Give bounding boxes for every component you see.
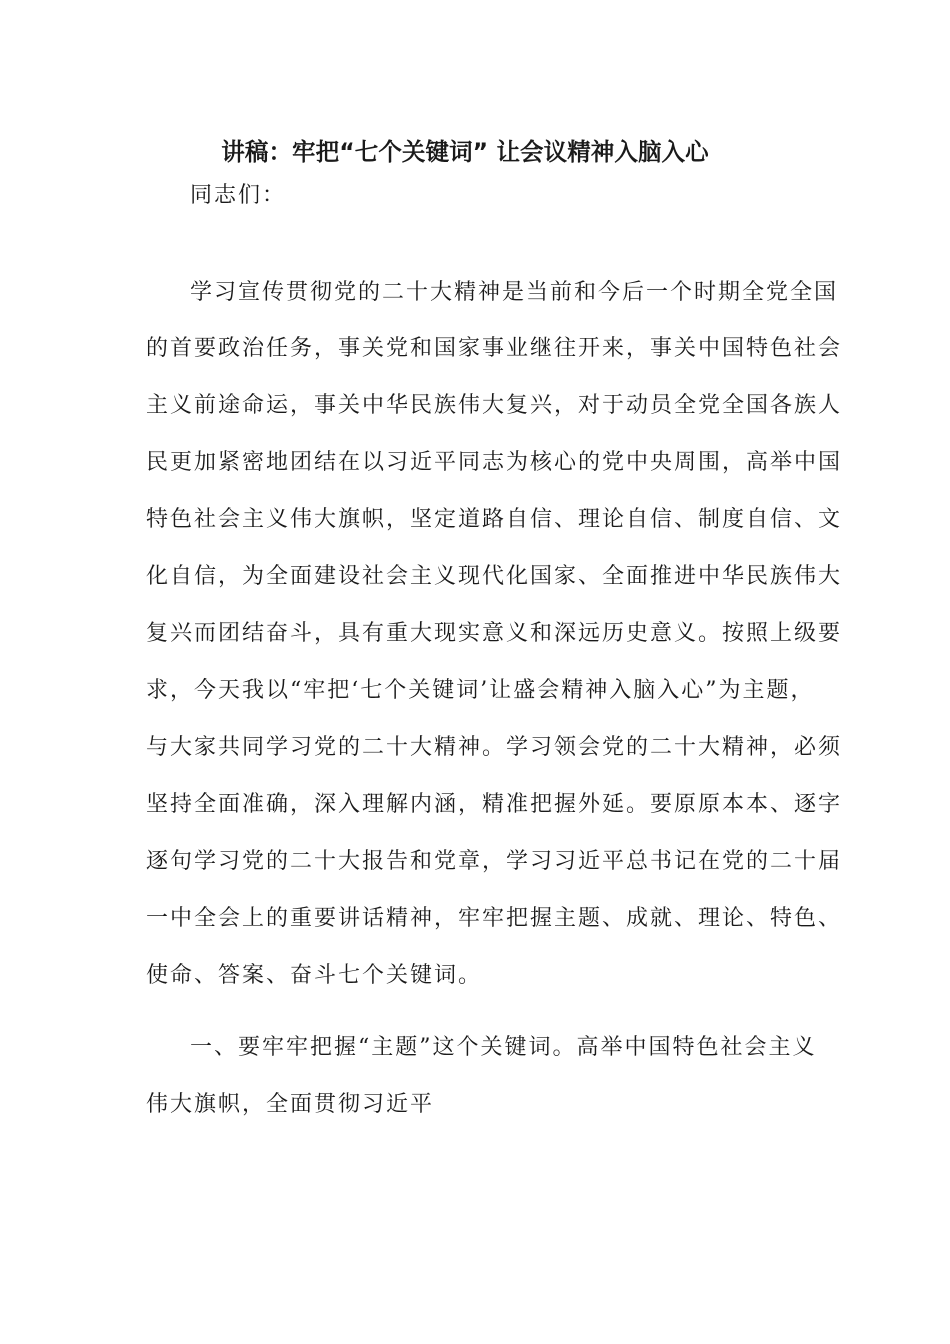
paragraph-1-line-9: 与大家共同学习党的二十大精神。学习领会党的二十大精神，必须 xyxy=(146,735,843,760)
paragraph-1-line-6: 化自信，为全面建设社会主义现代化国家、全面推进中华民族伟大 xyxy=(146,564,843,589)
paragraph-2-line-2: 伟大旗帜，全面贯彻习近平 xyxy=(146,1092,435,1117)
paragraph-1-line-12: 一中全会上的重要讲话精神，牢牢把握主题、成就、理论、特色、 xyxy=(146,906,843,931)
paragraph-1-line-11: 逐句学习党的二十大报告和党章，学习习近平总书记在党的二十届 xyxy=(146,849,843,874)
document-title: 讲稿：牢把“七个关键词” 让会议精神入脑入心 xyxy=(221,138,709,166)
salutation: 同志们： xyxy=(190,183,287,208)
paragraph-1-line-3: 主义前途命运，事关中华民族伟大复兴，对于动员全党全国各族人 xyxy=(146,393,843,418)
paragraph-1-line-13: 使命、答案、奋斗七个关键词。 xyxy=(146,963,483,988)
paragraph-1-line-8: 求，今天我以“牢把‘七个关键词’让盛会精神入脑入心”为主题， xyxy=(146,678,815,703)
paragraph-1-line-1: 学习宣传贯彻党的二十大精神是当前和今后一个时期全党全国 xyxy=(190,280,839,305)
paragraph-1-line-4: 民更加紧密地团结在以习近平同志为核心的党中央周围，高举中国 xyxy=(146,450,843,475)
paragraph-2-line-1: 一、要牢牢把握“主题”这个关键词。高举中国特色社会主义 xyxy=(190,1035,817,1060)
paragraph-1-line-10: 坚持全面准确，深入理解内涵，精准把握外延。要原原本本、逐字 xyxy=(146,792,843,817)
paragraph-1-line-5: 特色社会主义伟大旗帜，坚定道路自信、理论自信、制度自信、文 xyxy=(146,507,843,532)
paragraph-1-line-7: 复兴而团结奋斗，具有重大现实意义和深远历史意义。按照上级要 xyxy=(146,621,843,646)
paragraph-1-line-2: 的首要政治任务，事关党和国家事业继往开来，事关中国特色社会 xyxy=(146,336,843,361)
